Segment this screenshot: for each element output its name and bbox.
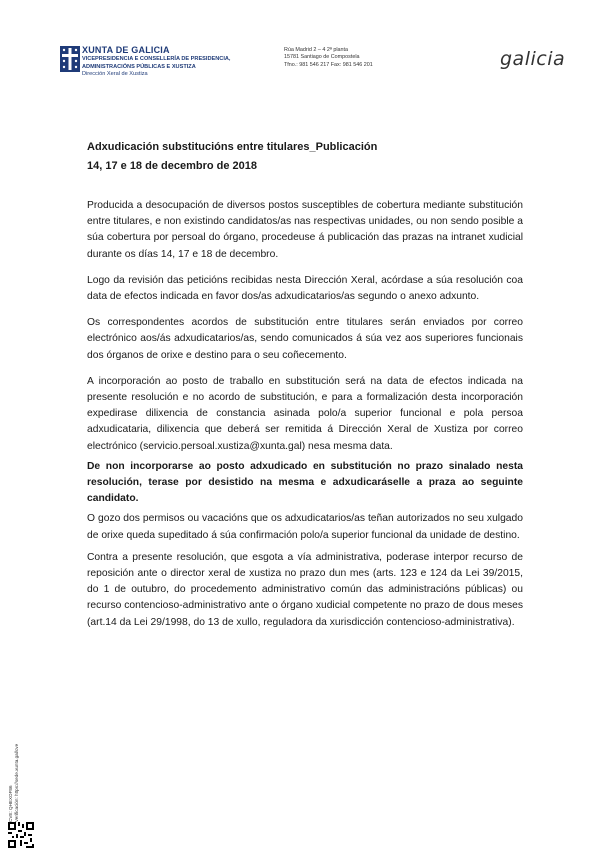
paragraph-bold-notice: De non incorporarse ao posto adxudicado en substitución no prazo sinalado nesta resolución, terase por desistido na mesma e adxudicaráselle a praza ao seguinte candidato.: [87, 460, 523, 505]
document-body: [87, 138, 523, 641]
galicia-brand-logo: galicia: [500, 48, 566, 70]
paragraph: Os correspondentes acordos de substitución entre titulares serán enviados por correo electrónico aos/ás adxudicatarios/as, sendo comunicados á súa vez aos superiores funcionais dos órganos de orixe e destino para o seu coñecemento.: [87, 317, 523, 361]
org-title: XUNTA DE GALICIA: [82, 45, 170, 55]
org-department-line-2: ADMINISTRACIÓNS PÚBLICAS E XUSTIZA: [82, 63, 196, 70]
letterhead: [0, 0, 608, 100]
document-subtitle: 14, 17 e 18 de decembro de 2018: [87, 160, 257, 172]
document-heading: [87, 138, 523, 176]
verification-url: Verificación: https://sede.xunta.gal/cve: [14, 743, 19, 822]
address-line: Tfno.: 981 546 217 Fax: 981 546 201: [284, 61, 373, 68]
org-directorate: Dirección Xeral de Xustiza: [82, 71, 148, 78]
address-line: Rúa Madrid 2 – 4 2ª planta: [284, 47, 349, 53]
paragraph: Producida a desocupación de diversos postos susceptibles de cobertura mediante substitución entre titulares, e non existindo candidatos/as nas respectivas unidades, ou non sendo posible a súa cobertura por persoal do órgano, procedeuse á publicación das prazas na intranet xudicial durante os días 14, 17 e 18 de decembro.: [87, 200, 523, 260]
document-title: Adxudicación substitucións entre titulares_Publicación: [87, 141, 378, 153]
paragraph: Logo da revisión das peticións recibidas nesta Dirección Xeral, acórdase a súa resolución coa data de efectos indicada en favor dos/as adxudicatarios/as segundo o anexo adxunto.: [87, 274, 523, 303]
address-block: [284, 47, 373, 69]
org-department-line-1: VICEPRESIDENCIA E CONSELLERÍA DE PRESIDENCIA,: [82, 56, 231, 62]
paragraph: Contra a presente resolución, que esgota a vía administrativa, poderase interpor recurso de reposición ante o director xeral de xustiza no prazo dun mes (arts. 123 e 124 da Lei 39/2015, do 1 de outubro, do procedemento administrativo común das administracións públicas) ou recurso contencioso-administrativo ante o órgano xudicial competente no prazo de dous meses (art.14 da Lei 29/1998, do 13 de xullo, reguladora da xurisdicción contencioso-administrativa).: [87, 551, 523, 628]
paragraph: O gozo dos permisos ou vacacións que os adxudicatarios/as teñan autorizados no seu xulgado de orixe queda supeditado á súa confirmación polo/a superior funcional da unidade de destino.: [87, 513, 523, 541]
organization-block: [82, 46, 230, 78]
address-line: 15781 Santiago de Compostela: [284, 54, 360, 61]
xunta-cross-emblem-icon: [60, 46, 80, 72]
verification-text: [8, 744, 20, 822]
verification-code: CVE: QHEXOF86: [8, 785, 13, 822]
paragraph: A incorporación ao posto de traballo en substitución será na data de efectos indicada na presente resolución e no acordo de substitución, e para a formalización desta incorporación expedirase dilixencia de constancia asinada polo/a superior funcional e pola persoa adxudicataria, dilixencia que deberá ser remitida á Dirección Xeral de Xustiza por correo electrónico (servicio.persoal.xustiza@xunta.gal) nesa mesma data.: [87, 375, 523, 452]
qr-code-icon: [8, 822, 34, 848]
